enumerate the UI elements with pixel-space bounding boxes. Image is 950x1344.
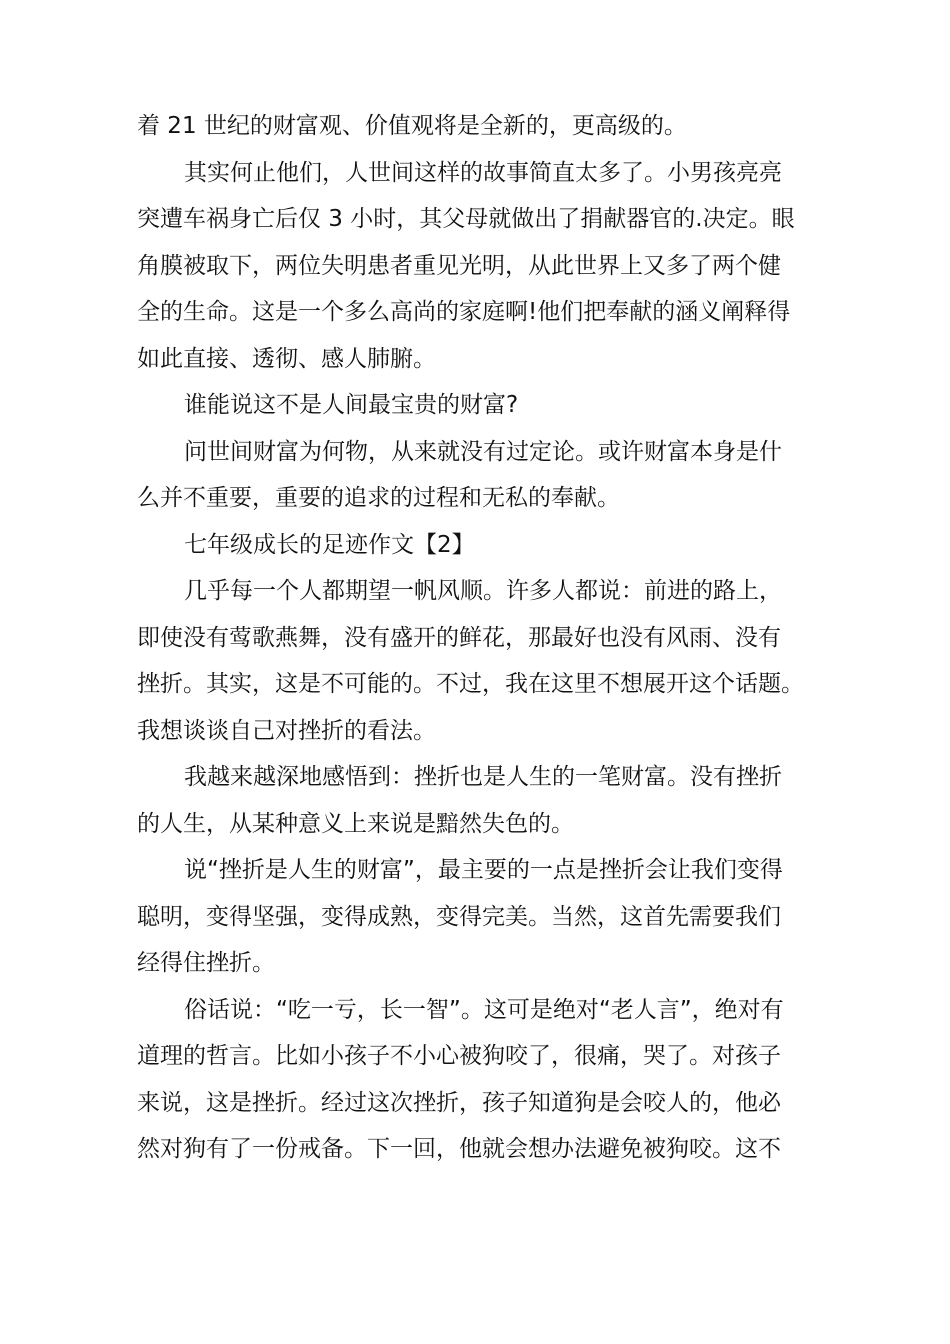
text-line: 角膜被取下，两位失明患者重见光明，从此世界上又多了两个健 [137,252,781,279]
paragraph-start-line: 其实何止他们，人世间这样的故事简直太多了。小男孩亮亮 [184,159,782,186]
text-line: 即使没有莺歌燕舞，没有盛开的鲜花，那最好也没有风雨、没有 [137,624,781,651]
paragraph-start-line: 几乎每一个人都期望一帆风顺。许多人都说：前进的路上， [184,578,782,604]
text-line: 道理的哲言。比如小孩子不小心被狗咬了，很痛，哭了。对孩子 [137,1043,781,1069]
text-line: 挫折。其实，这是不可能的。不过，我在这里不想展开这个话题。 [137,671,804,697]
text-line: 全的生命。这是一个多么高尚的家庭啊!他们把奉献的涵义阐释得 [137,299,791,325]
text-line: 经得住挫折。 [137,950,275,976]
text-line: 么并不重要，重要的追求的过程和无私的奉献。 [137,485,620,511]
text-line: 聪明，变得坚强，变得成熟，变得完美。当然，这首先需要我们 [137,903,781,930]
paragraph-start-line: 谁能说这不是人间最宝贵的财富? [184,392,519,418]
text-line: 来说，这是挫折。经过这次挫折，孩子知道狗是会咬人的，他必 [137,1089,781,1116]
text-line: 如此直接、透彻、感人肺腑。 [137,345,436,372]
essay-body [137,103,827,1173]
text-line: 的人生，从某种意义上来说是黯然失色的。 [137,810,574,837]
paragraph-start-line: 说“挫折是人生的财富”，最主要的一点是挫折会让我们变得 [184,857,783,883]
text-line: 然对狗有了一份戒备。下一回，他就会想办法避免被狗咬。这不 [137,1136,781,1162]
paragraph-start-line: 俗话说：“吃一亏，长一智”。这可是绝对“老人言”，绝对有 [184,996,784,1023]
paragraph-start-line: 问世间财富为何物，从来就没有过定论。或许财富本身是什 [184,438,782,465]
paragraph-start-line: 我越来越深地感悟到：挫折也是人生的一笔财富。没有挫折 [184,764,782,790]
text-line: 着 21 世纪的财富观、价值观将是全新的，更高级的。 [137,113,687,139]
section-heading: 七年级成长的足迹作文【2】 [184,531,475,558]
text-line: 突遭车祸身亡后仅 3 小时，其父母就做出了捐献器官的.决定。眼 [137,206,795,232]
text-line: 我想谈谈自己对挫折的看法。 [137,717,436,744]
